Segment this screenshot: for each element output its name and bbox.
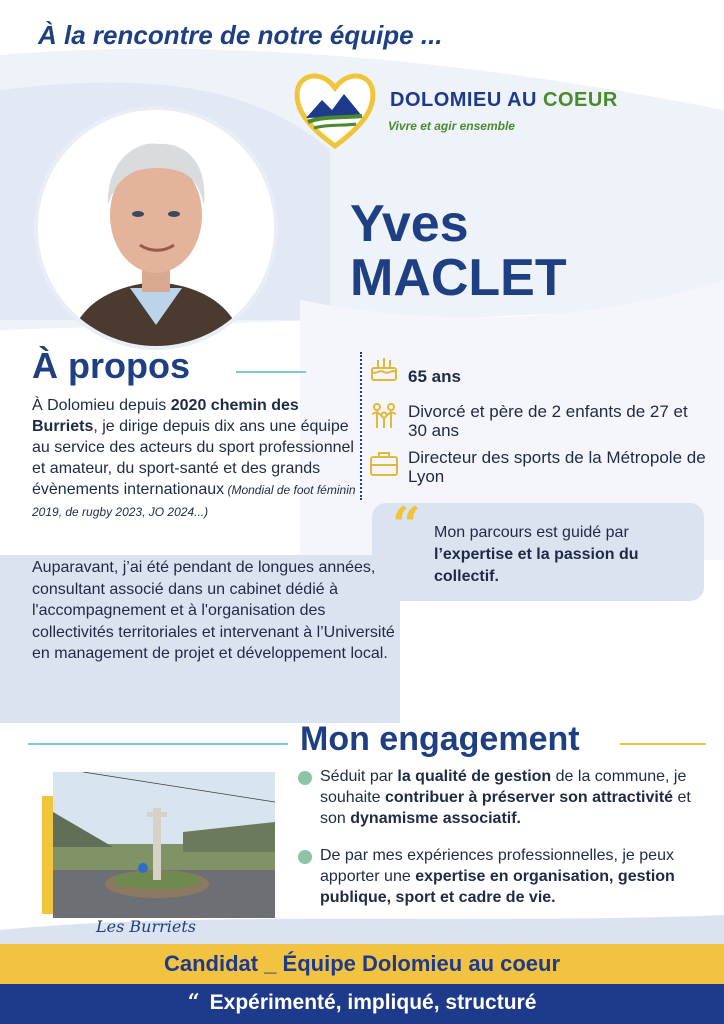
person-last-name: MACLET — [350, 249, 567, 307]
photo-accent-bar — [42, 796, 53, 914]
background-paragraph: Auparavant, j’ai été pendant de longues années, consultant associé dans un cabinet dédié à l'accompagnement et à l'organisation des collectivités territoriales et intervenant à l’Université en management de projet et développement local. — [32, 559, 395, 662]
engagement-divider-right — [620, 743, 706, 745]
fact-job: Directeur des sports de la Métropole de Lyon — [408, 448, 706, 486]
fact-age: 65 ans — [408, 367, 461, 386]
engagement-divider-left — [28, 743, 288, 745]
quote-text: Mon parcours est guidé par l’expertise et la passion du collectif. — [434, 524, 639, 585]
birthday-cake-icon — [368, 352, 400, 384]
place-photo — [53, 772, 275, 918]
engagement-item-1: Séduit par la qualité de gestion de la commune, je souhaite contribuer à préserver son attractivité et son dynamisme associatif. — [320, 768, 691, 827]
person-first-name: Yves — [350, 195, 469, 253]
brand-name: DOLOMIEU AU COEUR — [390, 89, 618, 111]
engagement-title: Mon engagement — [300, 720, 580, 758]
bullet-icon — [298, 771, 312, 785]
place-caption: Les Burriets — [96, 917, 196, 936]
footer-candidate-line: Candidat _ Équipe Dolomieu au coeur — [163, 951, 561, 976]
quote-marks-icon: “ — [392, 495, 421, 554]
heart-logo-icon — [292, 66, 378, 152]
brand-tagline: Vivre et agir ensemble — [388, 119, 515, 133]
quote-marks-icon: “ — [187, 989, 200, 1014]
about-divider — [236, 371, 306, 373]
about-paragraph: À Dolomieu depuis 2020 chemin des Burriets, je dirige depuis dix ans une équipe au service des acteurs du sport professionnel et amateur, du sport-santé et des grands évènements internationaux (Mondial de foot féminin 2019, de rugby 2023, JO 2024...) — [32, 397, 356, 519]
bullet-icon — [298, 850, 312, 864]
portrait-photo — [38, 110, 274, 346]
footer-slogan: “ Expérimenté, impliqué, structuré — [187, 989, 537, 1014]
about-title: À propos — [32, 345, 190, 386]
fact-family: Divorcé et père de 2 enfants de 27 et 30 ans — [408, 402, 688, 440]
family-icon — [368, 400, 400, 432]
intro-heading: À la rencontre de notre équipe ... — [38, 20, 443, 50]
engagement-item-2: De par mes expériences professionnelles, je peux apporter une expertise en organisation, gestion publique, sport et cadre de vie. — [320, 847, 675, 906]
facts-divider — [360, 352, 362, 500]
briefcase-icon — [368, 447, 400, 479]
